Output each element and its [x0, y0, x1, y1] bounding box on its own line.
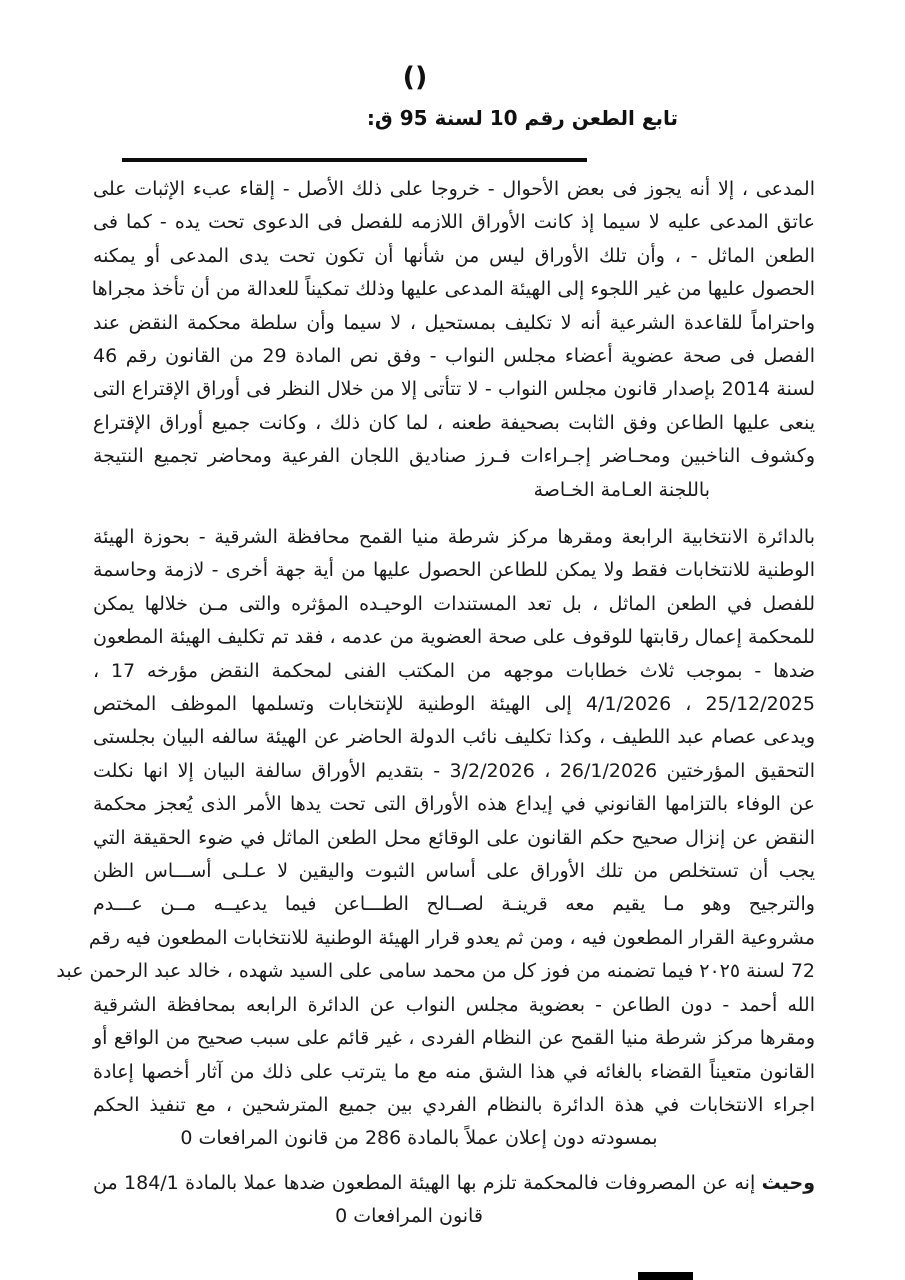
- text-line: الطعن الماثل - ، وأن تلك الأوراق ليس من شأنها أن تكون تحت يدى المدعى أو يمكنه: [93, 244, 815, 267]
- text-line: عن الوفاء بالتزامها القانوني في إيداع هذه الأوراق التى تحت يدها الأمر الذى يُعجز محكمة: [93, 793, 815, 816]
- paragraph-lead-rest: إنه عن المصروفات فالمحكمة تلزم بها الهيئة المطعون ضدها عملا بالمادة 184/1 من: [93, 1172, 756, 1194]
- text-line: بالدائرة الانتخابية الرابعة ومقرها مركز شرطة منيا القمح محافظة الشرقية - بحوزة الهيئة: [93, 526, 815, 548]
- text-line: 25/12/2025 ، 4/1/2026 إلى الهيئة الوطنية للإنتخابات وتسلمها الموظف المختص: [93, 693, 815, 716]
- text-line: الحصول عليها من غير اللجوء إلى الهيئة المدعى عليها وذلك تمكيناً للعدالة من أن تأخذ مجراها: [91, 278, 815, 301]
- text-line: المدعى ، إلا أنه يجوز فى بعض الأحوال - خروجا على ذلك الأصل - إلقاء عبء الإثبات على: [93, 178, 815, 200]
- text-line: بمسودته دون إعلان عملاً بالمادة 286 من قانون المرافعات 0: [180, 1127, 658, 1150]
- header-underline: [122, 158, 587, 162]
- text-line: واحتراماً للقاعدة الشرعية أنه لا تكليف بمستحيل ، لا سيما وأن سلطة محكمة النقض عند: [93, 311, 815, 334]
- paragraph-3: [93, 1167, 815, 1234]
- text-line: اجراء الانتخابات في هذة الدائرة بالنظام الفردي بين جميع المترشحين ، مع تنفيذ الحكم: [93, 1093, 815, 1116]
- scan-artifact-bar: [638, 1272, 693, 1280]
- paragraph-2: [56, 521, 815, 1156]
- text-line: 72 لسنة ٢٠٢٥ فيما تضمنه من فوز كل من محمد سامى على السيد شهده ، خالد عبد الرحمن عبد: [56, 960, 815, 983]
- text-line: والترجيح وهو مـا يقيم معه قرينـة لصــالح الطـــاعن فيما يدعيــه مــن عـــدم: [93, 893, 815, 916]
- text-line: وكشوف الناخبين ومحـاضر إجـراءات فـرز صناديق اللجان الفرعية ومحاضر تجميع النتيجة: [93, 445, 815, 468]
- page-header-title: تابع الطعن رقم 10 لسنة 95 ق:: [366, 106, 679, 130]
- text-line: للمحكمة إعمال رقابتها للوقوف على صحة العضوية من عدمه ، فقد تم تكليف الهيئة المطعون: [93, 626, 815, 649]
- text-line: باللجنة العـامة الخـاصة: [533, 478, 710, 501]
- text-line: الفصل فى صحة عضوية أعضاء مجلس النواب - وفق نص المادة 29 من القانون رقم 46: [93, 345, 815, 368]
- text-line: ضدها - بموجب ثلاث خطابات موجهه من المكتب الفنى لمحكمة النقض مؤرخه 17 ،: [93, 659, 815, 682]
- text-line: التحقيق المؤرختين 26/1/2026 ، 3/2/2026 - بتقديم الأوراق سالفة البيان إلا انها نكلت: [93, 759, 815, 782]
- text-line: ينعى عليها الطاعن وفق الثابت بصحيفة طعنه ، لما كان ذلك ، وكانت جميع أوراق الإقتراع: [93, 411, 815, 434]
- text-line: النقض عن إنزال صحيح حكم القانون على الوقائع محل الطعن الماثل في ضوء الحقيقة التي: [93, 826, 815, 849]
- text-line: الله أحمد - دون الطاعن - بعضوية مجلس النواب عن الدائرة الرابعه بمحافظة الشرقية: [93, 993, 815, 1016]
- text-line: ويدعى عصام عبد اللطيف ، وكذا تكليف نائب الدولة الحاضر عن الهيئة سالفه البيان بجلستى: [93, 726, 815, 749]
- text-line: مشروعية القرار المطعون فيه ، ومن ثم يعدو قرار الهيئة الوطنية للانتخابات المطعون فيه رقم: [88, 926, 815, 949]
- text-line: للفصل في الطعن الماثل ، بل تعد المستندات الوحيـده المؤثره والتى مـن خلالها يمكن: [93, 592, 815, 615]
- text-line: ومقرها مركز شرطة منيا القمح عن النظام الفردى ، غير قائم على سبب صحيح من الواقع أو: [93, 1027, 815, 1050]
- text-line: قانون المرافعات 0: [335, 1205, 483, 1228]
- paragraph-lead-word: وحيث: [761, 1172, 815, 1194]
- paragraph-1: [93, 173, 815, 507]
- text-line: [93, 1167, 815, 1200]
- parentheses-mark: (): [402, 62, 428, 93]
- text-line: عاتق المدعى عليه لا سيما إذ كانت الأوراق اللازمه للفصل فى الدعوى تحت يده - كما فى: [93, 211, 815, 234]
- text-line: يجب أن تستخلص من تلك الأوراق على أساس الثبوت واليقين لا عـلـى أســـاس الظن: [93, 860, 815, 883]
- text-line: القانون متعيناً القضاء بالغائه في هذا الشق منه مع ما يترتب على ذلك من آثار أخصها إعادة: [93, 1060, 815, 1083]
- text-line: لسنة 2014 بإصدار قانون مجلس النواب - لا تتأتى إلا من خلال النظر فى أوراق الإقتراع التى: [93, 378, 815, 401]
- text-line: الوطنية للانتخابات فقط ولا يمكن للطاعن الحصول عليها من أية جهة أخرى - لازمة وحاسمة: [93, 559, 815, 582]
